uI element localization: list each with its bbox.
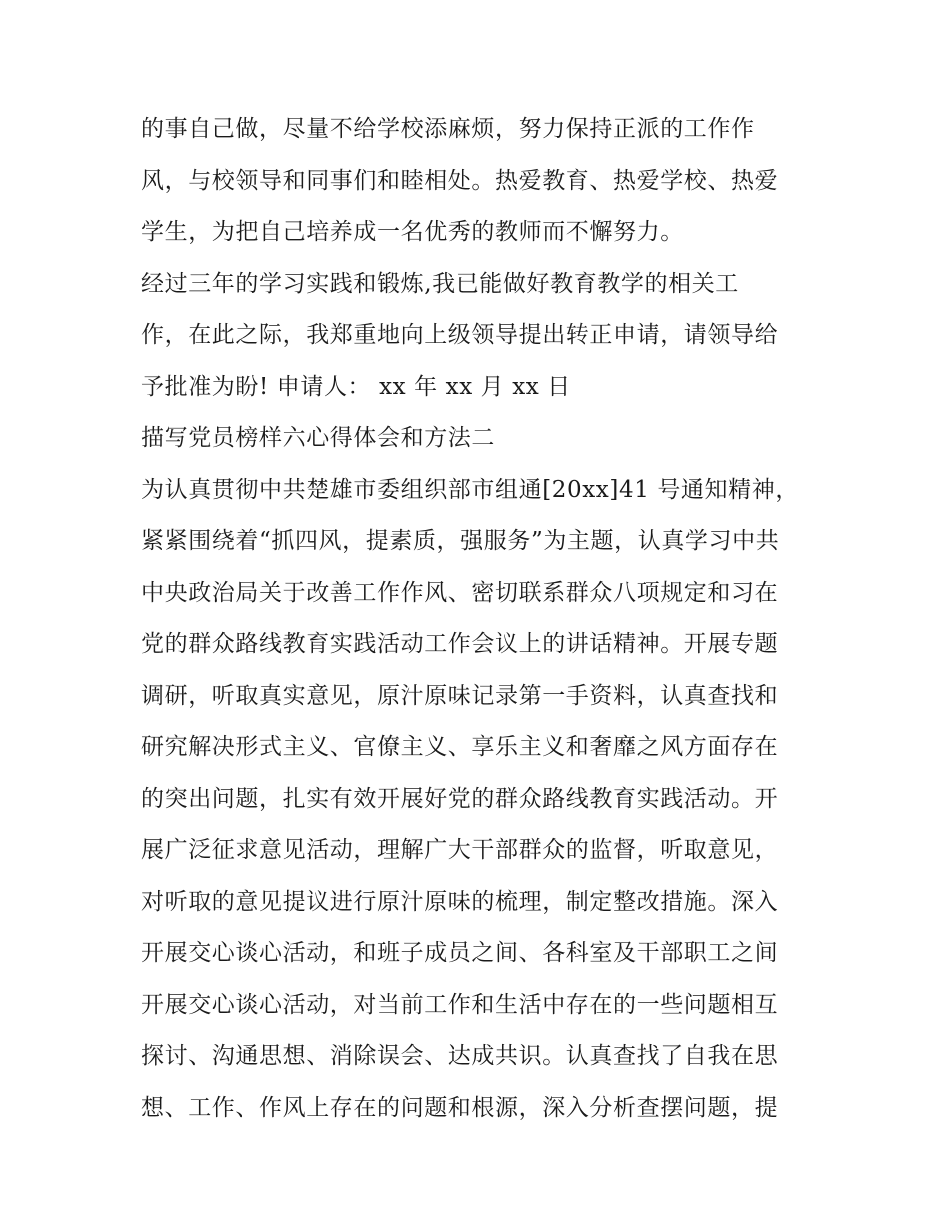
- text-line: 中央政治局关于改善工作作风、密切联系群众八项规定和习在: [141, 579, 779, 606]
- text-line: 经过三年的学习实践和锻炼,我已能做好教育教学的相关工: [141, 270, 739, 297]
- text-line: 为认真贯彻中共楚雄市委组织部市组通[20xx]41 号通知精神，: [141, 476, 799, 503]
- section-heading: 描写党员榜样六心得体会和方法二: [141, 425, 495, 451]
- text-line: 作，在此之际，我郑重地向上级领导提出转正申请，请领导给: [141, 322, 779, 348]
- text-line: 党的群众路线教育实践活动工作会议上的讲话精神。开展专题: [141, 631, 779, 657]
- text-line: 的突出问题，扎实有效开展好党的群众路线教育实践活动。开: [141, 785, 779, 812]
- text-line: 学生，为把自己培养成一名优秀的教师而不懈努力。: [141, 219, 684, 245]
- text-line: 开展交心谈心活动，对当前工作和生活中存在的一些问题相互: [141, 991, 779, 1018]
- text-line: 紧紧围绕着“抓四风，提素质，强服务”为主题，认真学习中共: [141, 528, 780, 554]
- document-body: [141, 104, 821, 1134]
- text-line: 风，与校领导和同事们和睦相处。热爱教育、热爱学校、热爱: [141, 167, 779, 194]
- text-line: 想、工作、作风上存在的问题和根源，深入分析查摆问题，提: [141, 1094, 779, 1121]
- text-line: 对听取的意见提议进行原汁原味的梳理，制定整改措施。深入: [141, 888, 779, 915]
- text-line: 探讨、沟通思想、消除误会、达成共识。认真查找了自我在思: [141, 1043, 779, 1069]
- text-line: 调研，听取真实意见，原汁原味记录第一手资料，认真查找和: [141, 682, 779, 709]
- text-line: 研究解决形式主义、官僚主义、享乐主义和奢靡之风方面存在: [141, 734, 779, 760]
- text-line: 开展交心谈心活动，和班子成员之间、各科室及干部职工之间: [141, 940, 779, 966]
- text-line: 予批准为盼! 申请人： xx 年 xx 月 xx 日: [141, 373, 571, 400]
- text-line: 展广泛征求意见活动，理解广大干部群众的监督，听取意见，: [141, 837, 779, 863]
- text-line: 的事自己做，尽量不给学校添麻烦，努力保持正派的工作作: [141, 116, 755, 142]
